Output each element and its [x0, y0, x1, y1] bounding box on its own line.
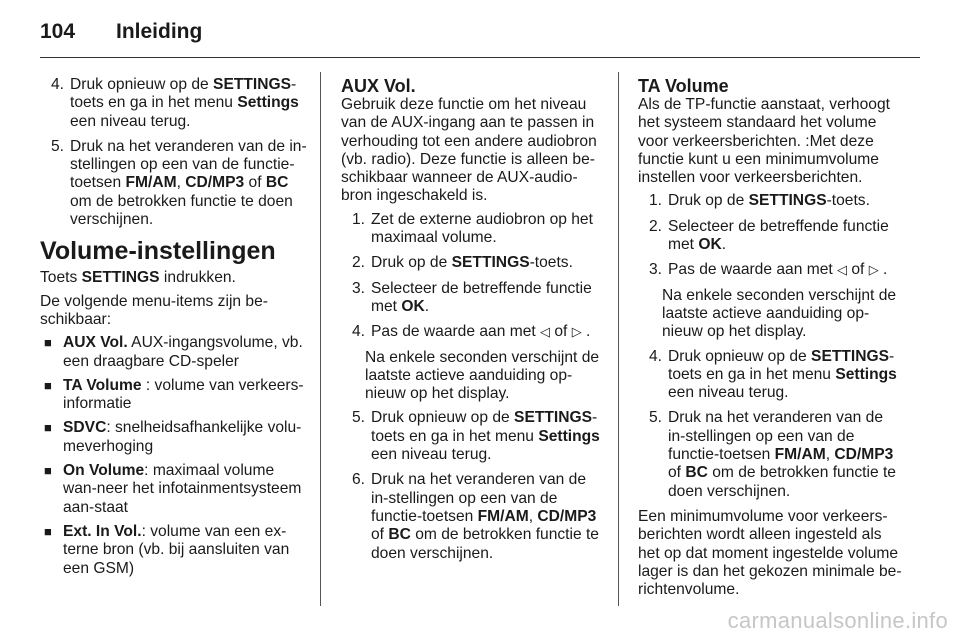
step-2: 2. Selecteer de betreffende functie met OK.: [648, 217, 889, 254]
section-heading-volume: Volume-instellingen: [40, 237, 276, 266]
step-2: 2. Druk op de SETTINGS-toets.: [351, 254, 573, 272]
menu-items-intro: De volgende menu-items zijn be-schikbaar:: [40, 292, 268, 328]
step-4: 4. Druk opnieuw op de SETTINGS-toets en ga in het menu Settings een niveau terug.: [648, 347, 897, 402]
step-5: 5. Druk na het veranderen van de in-stellingen op een van de functie-toetsen FM/AM, CD/MP3 of BC om de betrokken functie te doen verschijnen.: [648, 409, 896, 500]
list-item: ■ Ext. In Vol.: volume van een ex-terne bron (vb. bij aansluiten van een GSM): [44, 522, 290, 577]
column-3: [638, 76, 904, 604]
step-5: 5. Druk na het veranderen van de in-stellingen op een van de functie-toetsen FM/AM, CD/MP3 of BC om de betrokken functie te doen verschijnen.: [50, 137, 307, 229]
column-2: [341, 76, 607, 570]
left-arrow-icon: ◁: [837, 262, 848, 278]
step-3: 3. Selecteer de betreffende functie met OK.: [351, 279, 592, 315]
list-item: ■ On Volume: maximaal volume wan-neer het infotainmentsysteem aan-staat: [44, 462, 302, 516]
page-header: [40, 14, 920, 54]
intro-text: Toets SETTINGS indrukken.: [40, 269, 236, 287]
watermark: carmanualsonline.info: [727, 608, 948, 633]
ta-description: Als de TP-functie aanstaat, verhoogt het systeem standaard het volume voor verkeersberichten. :Met deze functie kunt u een minimumvolume instellen voor verkeersberichten.: [638, 96, 890, 187]
step-3-note: Na enkele seconden verschijnt de laatste actieve aanduiding op-nieuw op het display.: [662, 286, 897, 341]
page-title: Inleiding: [116, 20, 203, 43]
right-arrow-icon: ▷: [868, 262, 879, 278]
aux-description: Gebruik deze functie om het niveau van de AUX-ingang aan te passen in verhouding tot een andere audiobron (vb. radio). Deze functie is alleen be-schikbaar wanneer de AUX-audio-bron ingeschakeld is.: [341, 96, 597, 205]
column-divider-1: [320, 72, 321, 606]
list-item: ■ SDVC: snelheidsafhankelijke volu-meverhoging: [44, 419, 302, 455]
left-arrow-icon: ◁: [540, 324, 551, 340]
step-5: 5. Druk opnieuw op de SETTINGS-toets en ga in het menu Settings een niveau terug.: [351, 409, 600, 464]
list-item: ■ TA Volume : volume van verkeers-informatie: [44, 376, 304, 413]
heading-aux-vol: AUX Vol.: [341, 76, 416, 96]
step-1: 1. Zet de externe audiobron op het maximaal volume.: [351, 210, 593, 247]
step-4-note: Na enkele seconden verschijnt de laatste actieve aanduiding op-nieuw op het display.: [365, 348, 600, 403]
step-3: 3. Pas de waarde aan met ◁ of ▷ .: [648, 261, 888, 279]
column-1: [40, 76, 308, 584]
heading-ta-volume: TA Volume: [638, 76, 729, 96]
step-4: 4. Pas de waarde aan met ◁ of ▷ .: [351, 323, 591, 341]
step-4: 4. Druk opnieuw op de SETTINGS-toets en ga in het menu Settings een niveau terug.: [50, 76, 299, 130]
closing-text: Een minimumvolume voor verkeers-berichten wordt alleen ingesteld als het op dat moment ingestelde volume lager is dan het gekozen minimale be-richtenvolume.: [638, 507, 902, 599]
step-6: 6. Druk na het veranderen van de in-stellingen op een van de functie-toetsen FM/AM, CD/MP3 of BC om de betrokken functie te doen verschijnen.: [351, 471, 599, 562]
right-arrow-icon: ▷: [571, 324, 582, 340]
step-1: 1. Druk op de SETTINGS-toets.: [648, 192, 870, 210]
page-number: 104: [40, 20, 76, 43]
column-divider-2: [618, 72, 619, 606]
header-rule: [40, 57, 920, 58]
list-item: ■ AUX Vol. AUX-ingangsvolume, vb. een draagbare CD-speler: [44, 334, 303, 370]
